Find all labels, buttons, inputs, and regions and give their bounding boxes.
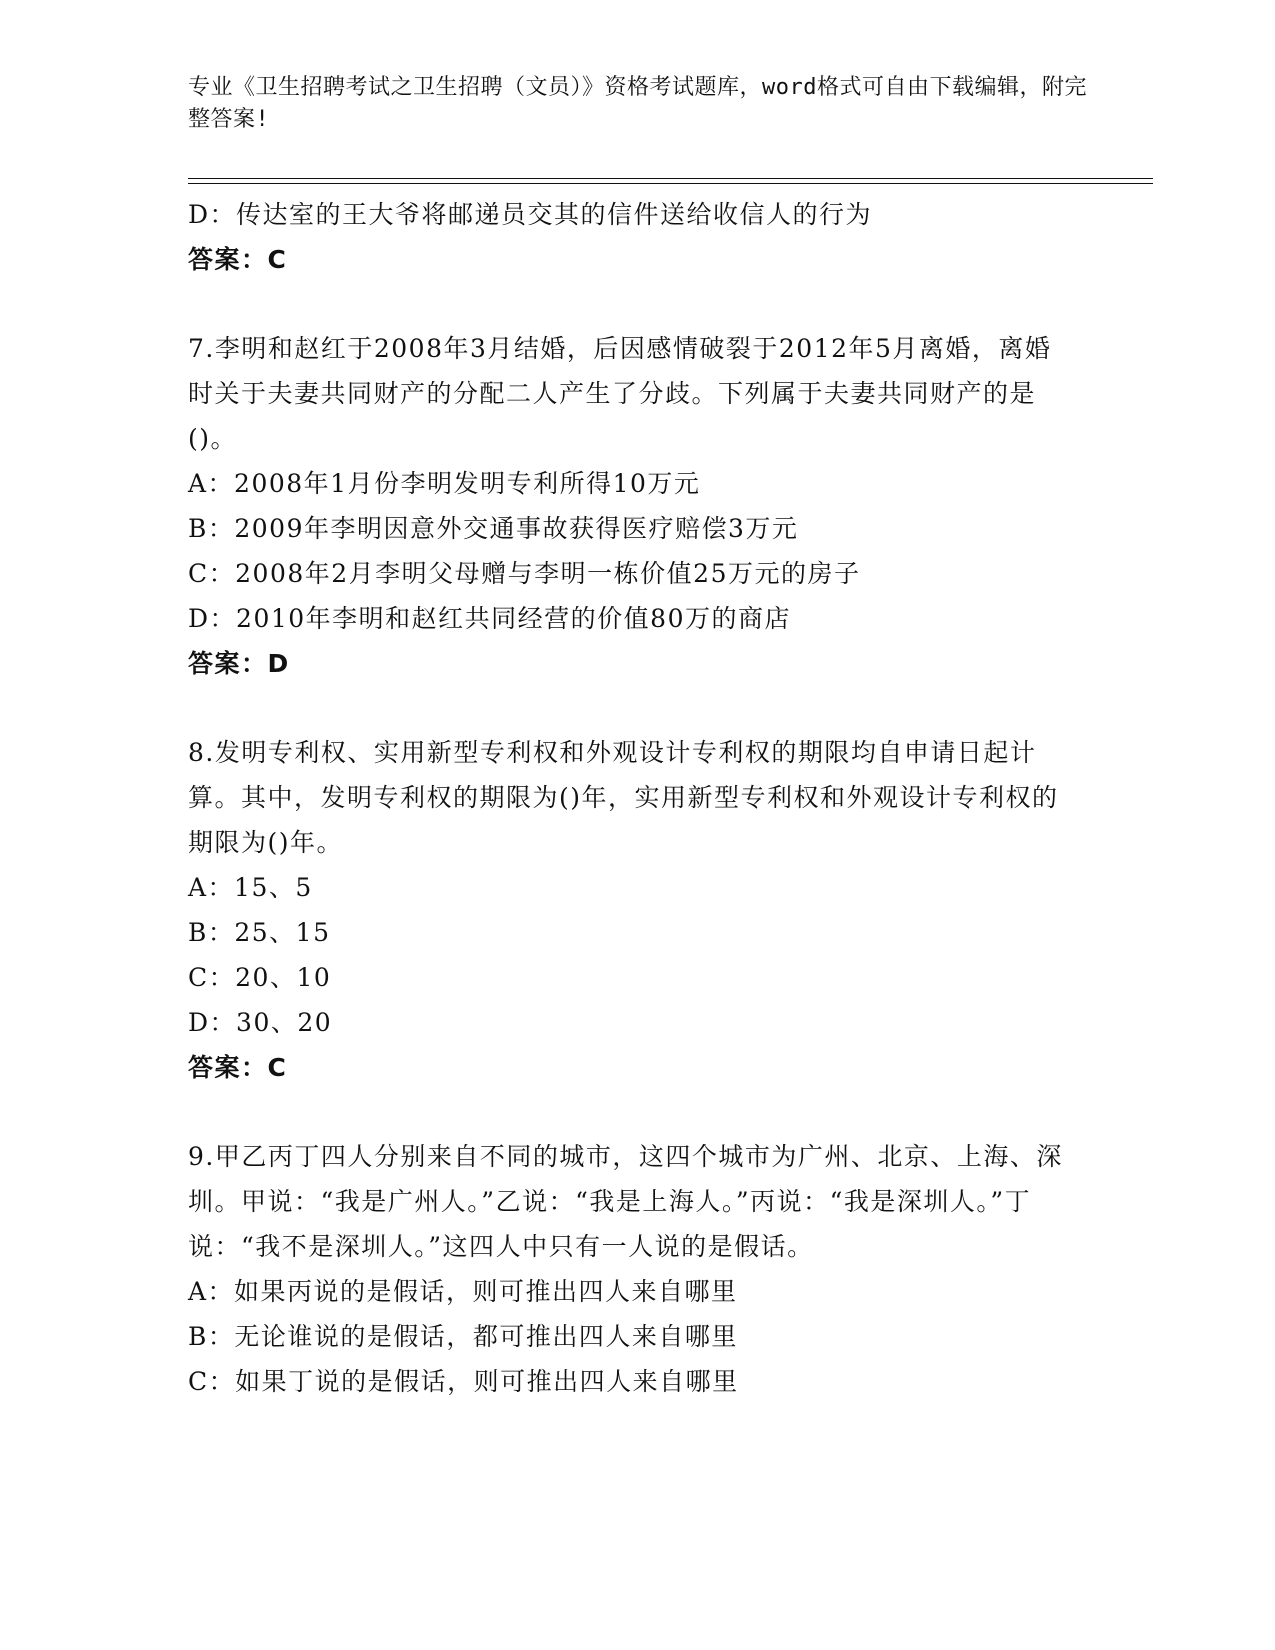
answer-line: 答案：C (188, 245, 288, 274)
option-a: A：2008年1月份李明发明专利所得10万元 (188, 469, 701, 498)
question-9 (188, 1134, 1068, 1404)
option-d: D：2010年李明和赵红共同经营的价值80万的商店 (188, 604, 791, 633)
option-c: C：20、10 (188, 963, 332, 992)
question-list (188, 192, 1068, 1404)
question-8 (188, 730, 1068, 1090)
header-text: 专业《卫生招聘考试之卫生招聘（文员）》资格考试题库，word格式可自由下载编辑，附完整答案! (188, 75, 1087, 132)
option-a: A：15、5 (188, 873, 313, 902)
option-b: B：无论谁说的是假话，都可推出四人来自哪里 (188, 1322, 738, 1351)
option-b: B：25、15 (188, 918, 331, 947)
question-stem: 7.李明和赵红于2008年3月结婚，后因感情破裂于2012年5月离婚，离婚时关于夫妻共同财产的分配二人产生了分歧。下列属于夫妻共同财产的是()。 (188, 334, 1052, 453)
answer-line: 答案：C (188, 1053, 288, 1082)
option-d: D：30、20 (188, 1008, 333, 1037)
answer-line: 答案：D (188, 649, 290, 678)
previous-question-tail (188, 192, 1068, 282)
option-c: C：如果丁说的是假话，则可推出四人来自哪里 (188, 1367, 739, 1396)
option-d: D：传达室的王大爷将邮递员交其的信件送给收信人的行为 (188, 200, 873, 229)
question-7 (188, 326, 1068, 686)
question-stem: 8.发明专利权、实用新型专利权和外观设计专利权的期限均自申请日起计算。其中，发明专利权的期限为()年，实用新型专利权和外观设计专利权的期限为()年。 (188, 738, 1059, 857)
question-stem: 9.甲乙丙丁四人分别来自不同的城市，这四个城市为广州、北京、上海、深圳。甲说：“我是广州人。”乙说：“我是上海人。”丙说：“我是深圳人。”丁说：“我不是深圳人。”这四人中只有一人说的是假话。 (188, 1142, 1063, 1261)
document-header (188, 72, 1088, 136)
option-c: C：2008年2月李明父母赠与李明一栋价值25万元的房子 (188, 559, 861, 588)
header-divider (188, 178, 1153, 184)
option-b: B：2009年李明因意外交通事故获得医疗赔偿3万元 (188, 514, 799, 543)
option-a: A：如果丙说的是假话，则可推出四人来自哪里 (188, 1277, 738, 1306)
